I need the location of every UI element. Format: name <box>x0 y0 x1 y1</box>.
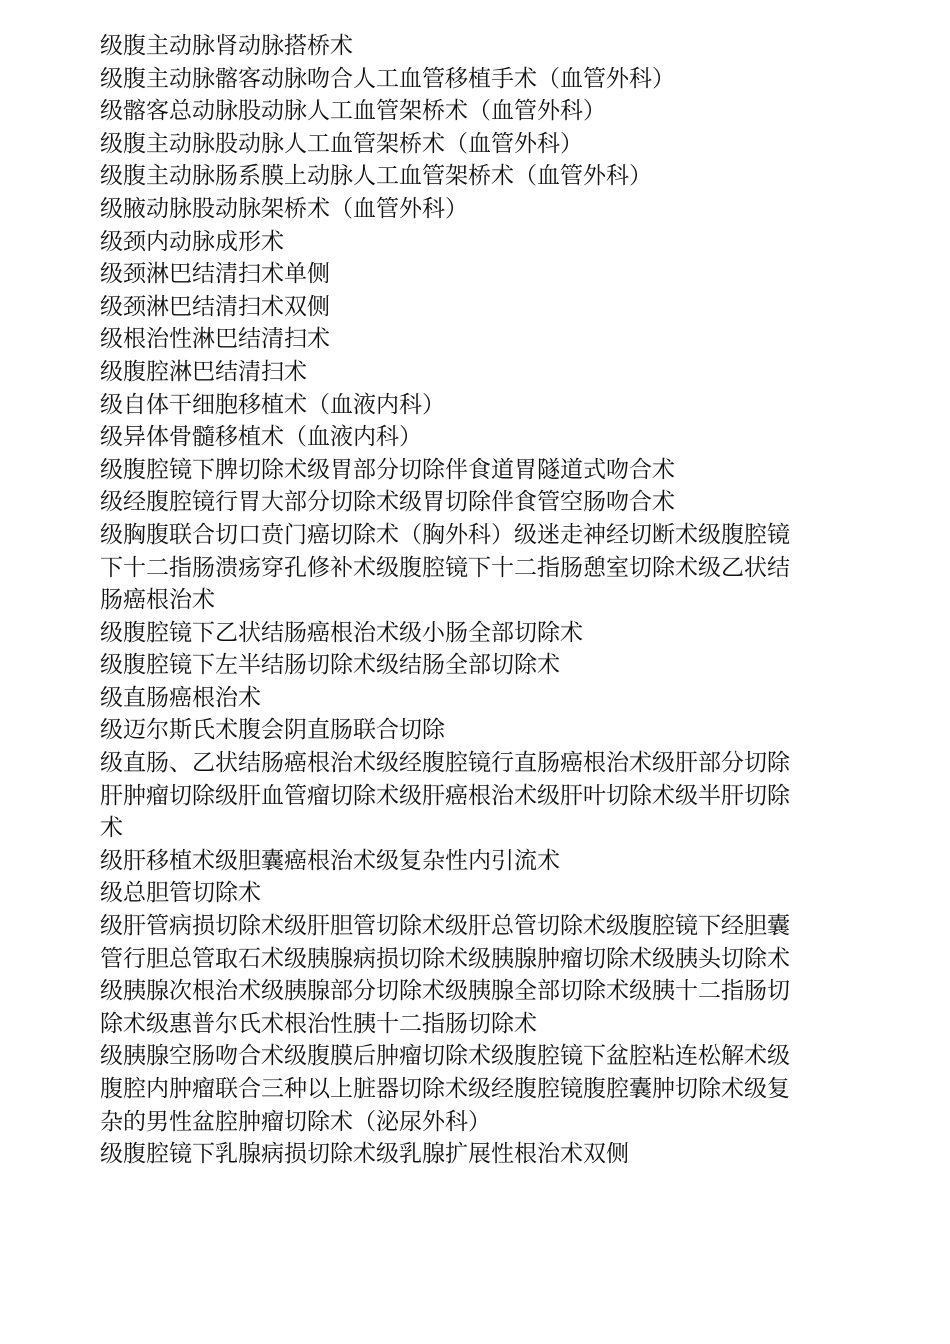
text-line: 级腹腔淋巴结清扫术 <box>100 358 307 385</box>
text-line: 级颈淋巴结清扫术单侧 <box>100 261 330 288</box>
text-line: 级直肠癌根治术 <box>100 684 261 711</box>
text-line: 级腹腔镜下乳腺病损切除术级乳腺扩展性根治术双侧 <box>100 1141 629 1168</box>
text-line: 级根治性淋巴结清扫术 <box>100 326 330 353</box>
text-line: 级胸腹联合切口贲门癌切除术（胸外科）级迷走神经切断术级腹腔镜 <box>100 521 790 548</box>
text-line: 级肝管病损切除术级肝胆管切除术级肝总管切除术级腹腔镜下经胆囊 <box>100 913 790 940</box>
text-line: 级髂客总动脉股动脉人工血管架桥术（血管外科） <box>100 98 606 125</box>
text-line: 级腹腔镜下脾切除术级胃部分切除伴食道胃隧道式吻合术 <box>100 456 675 483</box>
text-line: 级迈尔斯氏术腹会阴直肠联合切除 <box>100 717 445 744</box>
text-line: 级腋动脉股动脉架桥术（血管外科） <box>100 195 468 222</box>
text-line: 级腹腔镜下左半结肠切除术级结肠全部切除术 <box>100 652 560 679</box>
text-line: 肠癌根治术 <box>100 587 215 614</box>
text-line: 级颈内动脉成形术 <box>100 228 284 255</box>
text-line: 除术级惠普尔氏术根治性胰十二指肠切除术 <box>100 1010 537 1037</box>
text-line: 下十二指肠溃疡穿孔修补术级腹腔镜下十二指肠憩室切除术级乙状结 <box>100 554 790 581</box>
text-line: 级直肠、乙状结肠癌根治术级经腹腔镜行直肠癌根治术级肝部分切除 <box>100 750 790 777</box>
text-line: 级肝移植术级胆囊癌根治术级复杂性内引流术 <box>100 847 560 874</box>
text-line: 级经腹腔镜行胃大部分切除术级胃切除伴食管空肠吻合术 <box>100 489 675 516</box>
text-line: 级异体骨髓移植术（血液内科） <box>100 424 422 451</box>
text-line: 腹腔内肿瘤联合三种以上脏器切除术级经腹腔镜腹腔囊肿切除术级复 <box>100 1076 790 1102</box>
text-line: 级自体干细胞移植术（血液内科） <box>100 391 445 418</box>
text-line: 管行胆总管取石术级胰腺病损切除术级胰腺肿瘤切除术级胰头切除术 <box>100 945 790 972</box>
text-line: 术 <box>100 815 123 842</box>
text-line: 级腹主动脉肾动脉搭桥术 <box>100 33 353 59</box>
text-line: 级颈淋巴结清扫术双侧 <box>100 293 330 320</box>
text-line: 级胰腺空肠吻合术级腹膜后肿瘤切除术级腹腔镜下盆腔粘连松解术级 <box>100 1043 790 1070</box>
text-line: 级腹主动脉股动脉人工血管架桥术（血管外科） <box>100 130 583 157</box>
text-line: 级腹主动脉肠系膜上动脉人工血管架桥术（血管外科） <box>100 163 652 190</box>
document-page <box>100 30 870 1171</box>
text-line: 级腹腔镜下乙状结肠癌根治术级小肠全部切除术 <box>100 619 583 646</box>
text-line: 级胰腺次根治术级胰腺部分切除术级胰腺全部切除术级胰十二指肠切 <box>100 978 790 1005</box>
text-line: 杂的男性盆腔肿瘤切除术（泌尿外科） <box>100 1108 491 1135</box>
text-line: 肝肿瘤切除级肝血管瘤切除术级肝癌根治术级肝叶切除术级半肝切除 <box>100 782 790 809</box>
text-line: 级腹主动脉髂客动脉吻合人工血管移植手术（血管外科） <box>100 65 675 92</box>
text-line: 级总胆管切除术 <box>100 880 261 907</box>
